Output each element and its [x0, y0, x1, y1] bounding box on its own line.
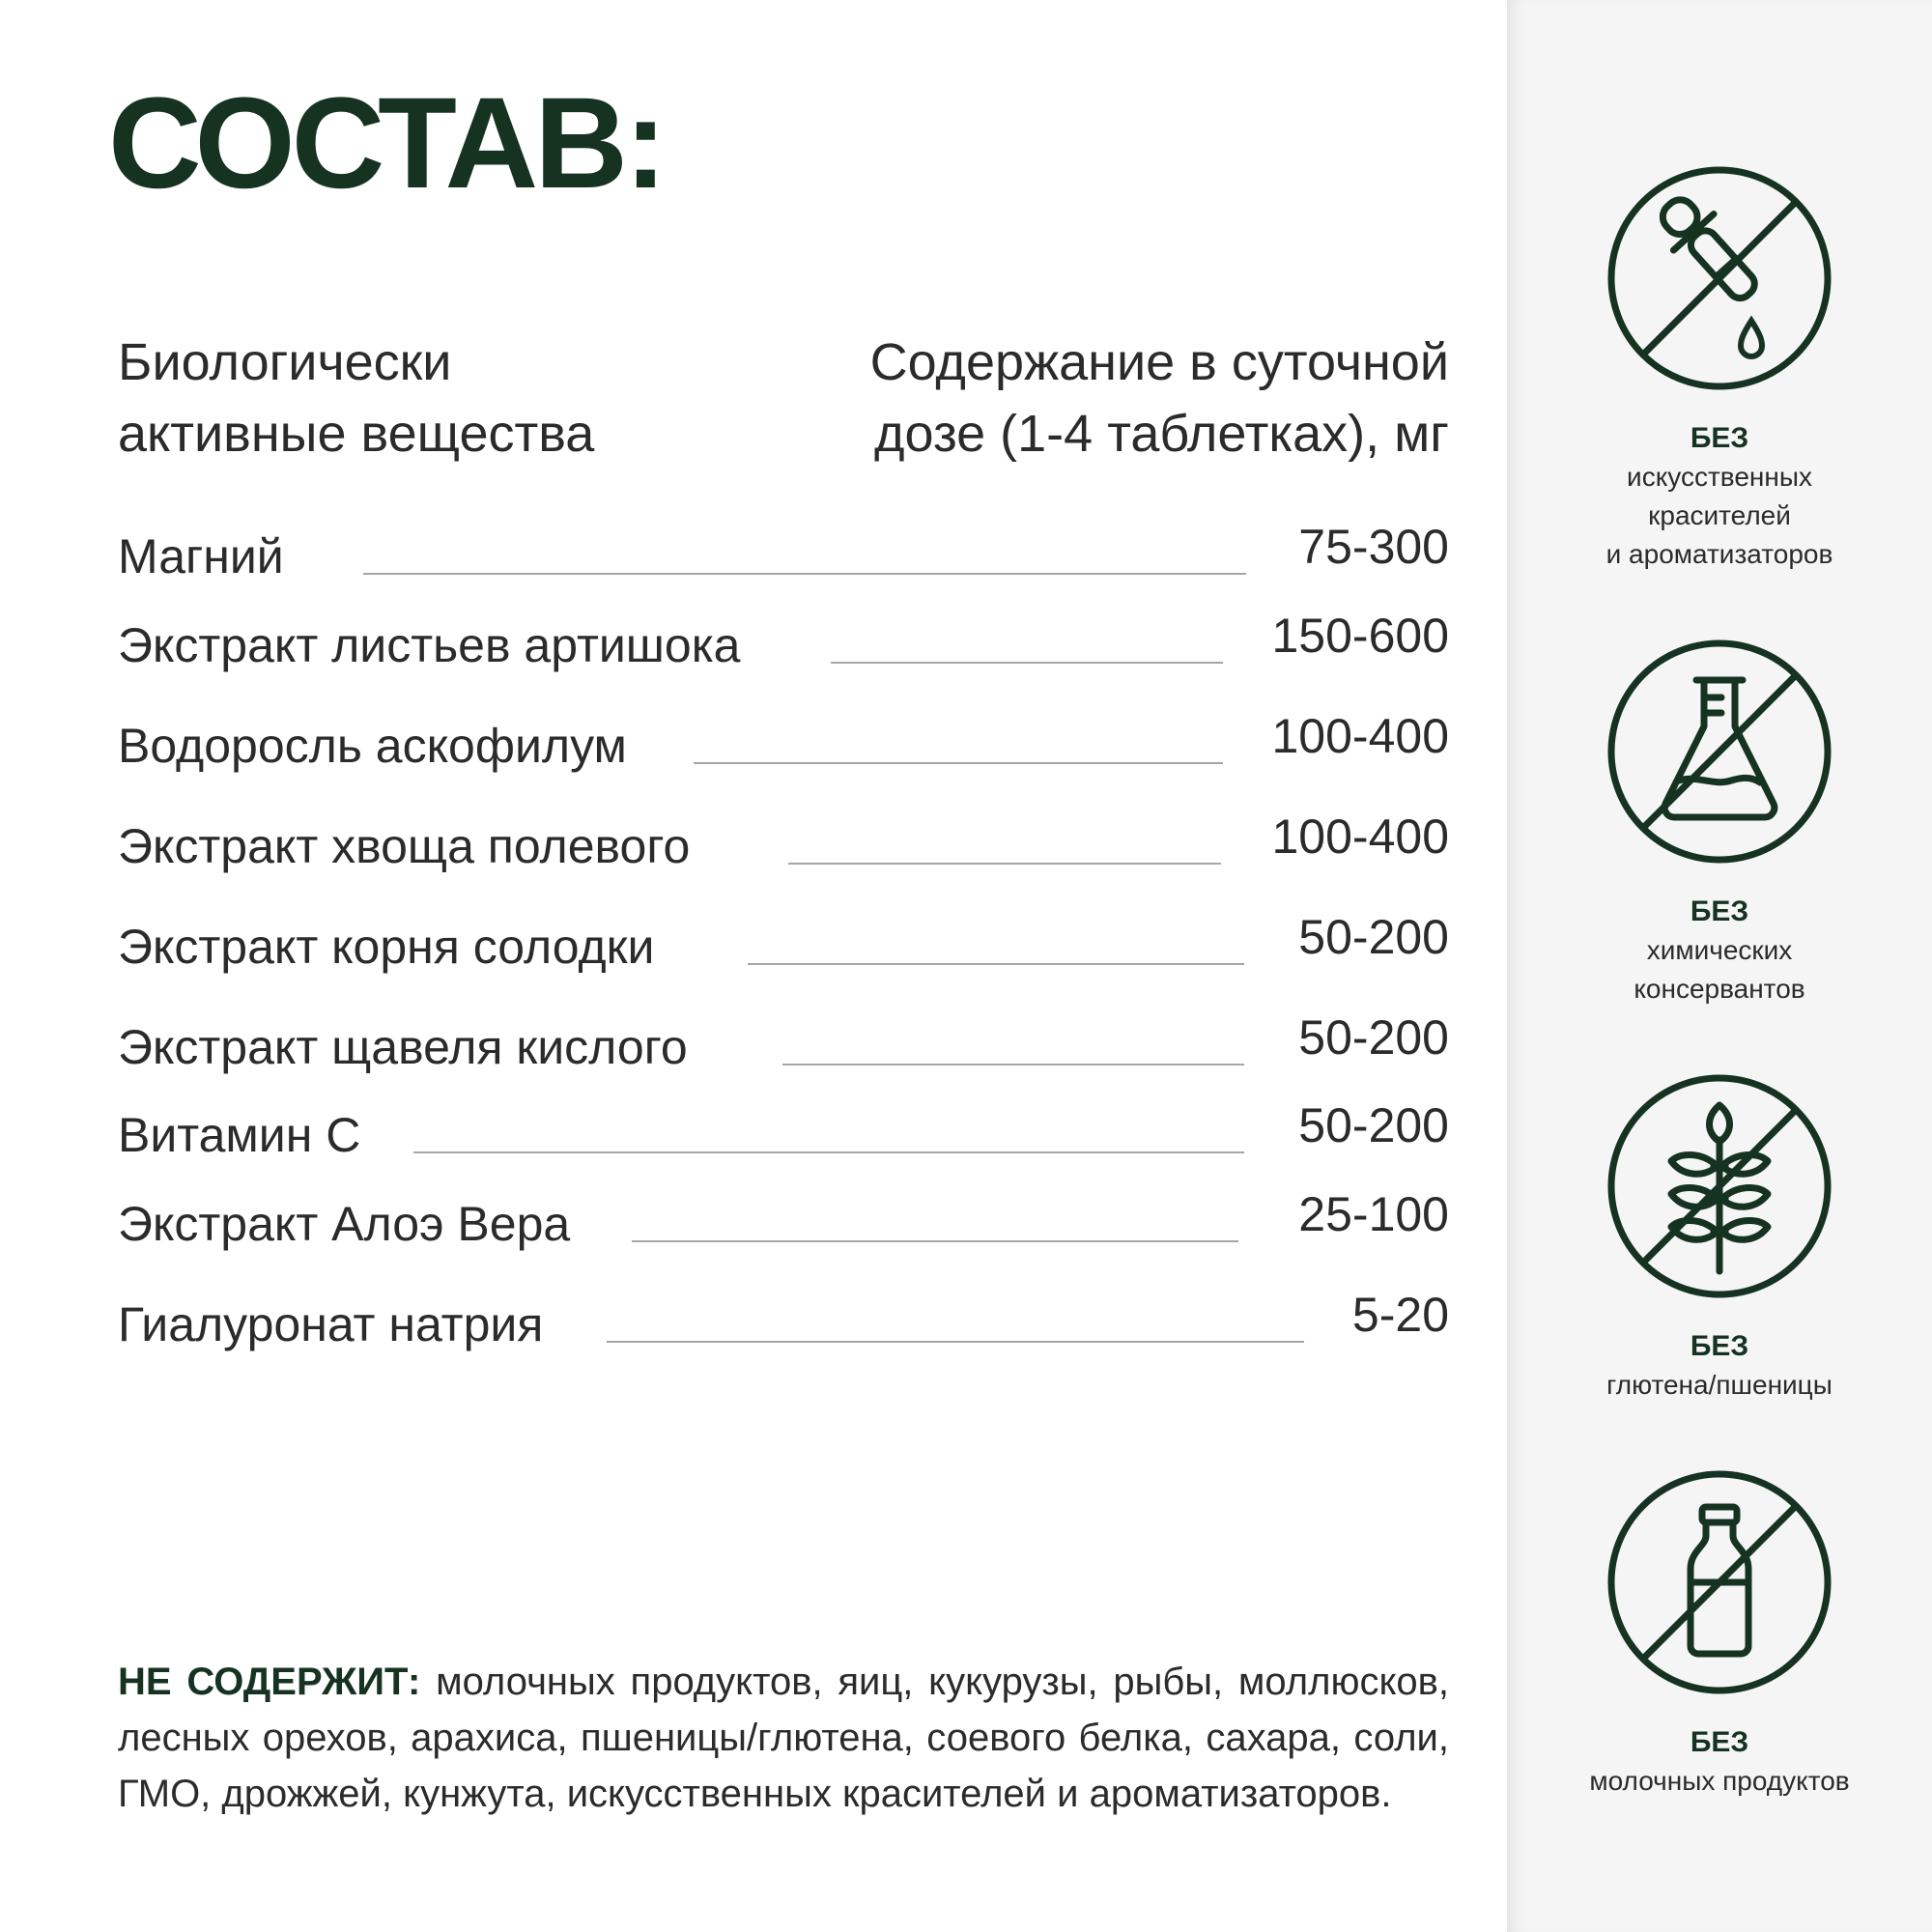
badge-no-dairy: [1546, 1468, 1893, 1801]
header-line: дозе (1-4 таблетках), мг: [874, 405, 1449, 463]
leader-line: [831, 662, 1223, 664]
ingredient-row: [118, 1008, 1449, 1085]
leader-line: [632, 1240, 1238, 1242]
flask-crossed-icon: [1605, 638, 1833, 866]
badge-no-preservatives: [1546, 638, 1893, 1009]
note-text: молочных продуктов, яиц, кукурузы, рыбы, моллюсков, лесных орехов, арахиса, пшеницы/глютена, соевого белка, сахара, соли, ГМО, дрожжей, кунжута, искусственных красителей и ароматизаторов.: [118, 1661, 1449, 1815]
leader-line: [782, 1064, 1244, 1065]
badge-text: и ароматизаторов: [1605, 539, 1833, 569]
badge-text: консервантов: [1634, 974, 1805, 1004]
ingredient-name: Витамин С: [118, 1108, 361, 1162]
ingredient-value: 50-200: [1298, 910, 1449, 964]
ingredient-name: Экстракт Алоэ Вера: [118, 1197, 571, 1251]
leader-line: [788, 863, 1221, 865]
ingredient-name: Гиалуронат натрия: [118, 1297, 544, 1351]
ingredient-name: Водоросль аскофилум: [118, 719, 627, 773]
page-title: СОСТАВ:: [108, 71, 664, 215]
leader-line: [607, 1341, 1304, 1343]
ingredient-row: [118, 1095, 1449, 1173]
ingredient-row: [118, 807, 1449, 884]
wheat-crossed-icon: [1605, 1072, 1833, 1300]
badge-no-gluten: [1546, 1072, 1893, 1405]
ingredient-value: 50-200: [1298, 1098, 1449, 1152]
ingredient-value: 75-300: [1298, 520, 1449, 574]
does-not-contain-note: [118, 1654, 1449, 1822]
note-label: НЕ СОДЕРЖИТ:: [118, 1661, 421, 1703]
ingredient-name: Экстракт хвоща полевого: [118, 819, 691, 873]
ingredient-value: 50-200: [1298, 1010, 1449, 1065]
badge-text: глютена/пшеницы: [1606, 1370, 1833, 1400]
ingredient-row: [118, 907, 1449, 984]
badge-text: искусственных: [1627, 462, 1812, 492]
ingredient-row: [118, 1184, 1449, 1262]
ingredient-value: 100-400: [1271, 810, 1449, 864]
ingredient-value: 100-400: [1271, 709, 1449, 763]
ingredient-row: [118, 517, 1449, 594]
badge-heading: БЕЗ: [1690, 422, 1749, 454]
dropper-crossed-icon: [1605, 164, 1833, 392]
leader-line: [413, 1151, 1244, 1153]
ingredient-name: Экстракт щавеля кислого: [118, 1020, 688, 1074]
badge-text: красителей: [1648, 500, 1791, 530]
leader-line: [748, 963, 1244, 965]
milk-bottle-crossed-icon: [1605, 1468, 1833, 1696]
badge-text: химических: [1646, 935, 1793, 965]
leader-line: [363, 573, 1246, 575]
badge-heading: БЕЗ: [1690, 1330, 1749, 1362]
header-line: Биологически: [118, 333, 452, 391]
badge-text: молочных продуктов: [1589, 1766, 1850, 1796]
badge-heading: БЕЗ: [1690, 1726, 1749, 1758]
column-header-daily-dose: [753, 327, 1449, 469]
ingredient-row: [118, 1285, 1449, 1362]
ingredient-value: 25-100: [1298, 1187, 1449, 1241]
badge-heading: БЕЗ: [1690, 895, 1749, 927]
ingredient-row: [118, 606, 1449, 683]
ingredient-value: 5-20: [1351, 1288, 1449, 1342]
header-line: активные вещества: [118, 405, 595, 463]
ingredient-value: 150-600: [1271, 609, 1449, 663]
ingredient-name: Экстракт листьев артишока: [118, 618, 741, 672]
badge-no-artificial-colors: [1546, 164, 1893, 574]
ingredient-row: [118, 706, 1449, 783]
header-line: Содержание в суточной: [869, 333, 1449, 391]
column-header-substances: [118, 327, 736, 469]
ingredient-name: Экстракт корня солодки: [118, 920, 655, 974]
ingredient-name: Магний: [118, 529, 284, 583]
leader-line: [694, 762, 1223, 764]
